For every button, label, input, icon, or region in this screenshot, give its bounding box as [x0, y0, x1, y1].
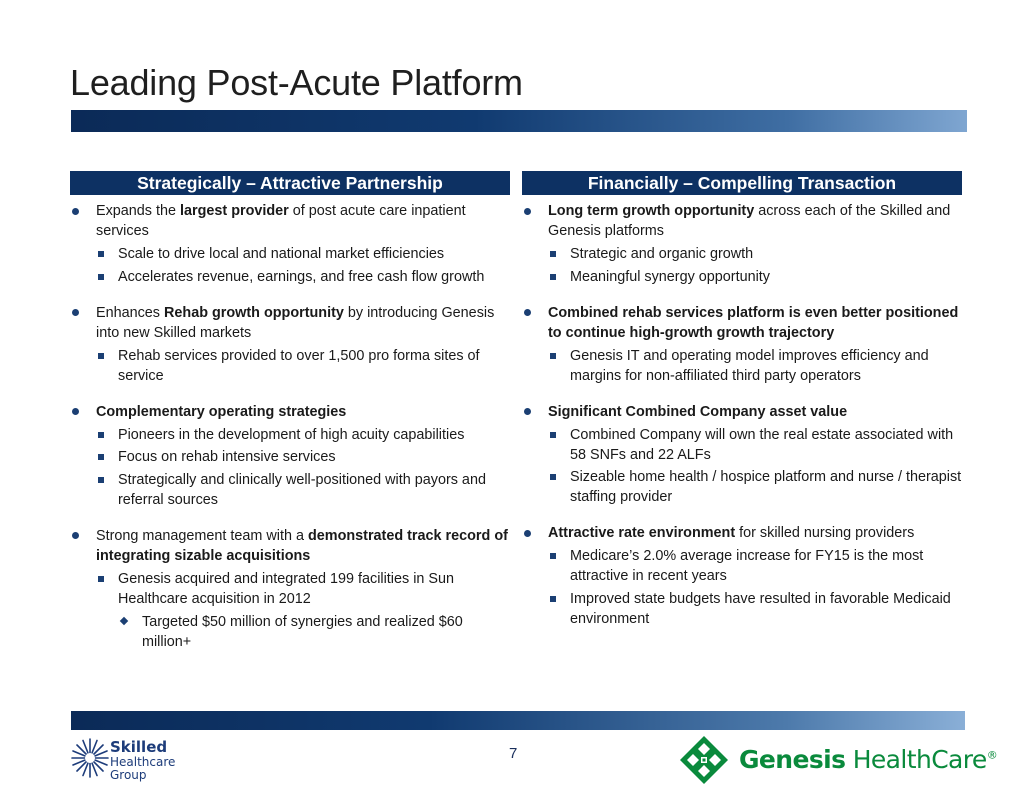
- skilled-logo-line2: Healthcare: [110, 755, 176, 769]
- sub-list-item: Meaningful synergy opportunity: [548, 267, 962, 287]
- bullet-emphasis: largest provider: [180, 203, 289, 219]
- sub-list: [96, 425, 510, 510]
- skilled-healthcare-logo: [70, 736, 180, 784]
- sub-list-item: Scale to drive local and national market efficiencies: [96, 244, 510, 264]
- bullet-emphasis: Significant Combined Company asset value: [548, 403, 848, 420]
- genesis-logo-text: [739, 745, 997, 774]
- bullet-text: for skilled nursing providers: [735, 525, 915, 541]
- sub-list: [548, 244, 962, 287]
- sub-list: [548, 346, 962, 386]
- skilled-logo-text: [110, 739, 175, 782]
- registered-mark: ®: [986, 748, 998, 762]
- right-bullet-list: [522, 201, 962, 629]
- sub-list-item: Genesis IT and operating model improves efficiency and margins for non-affiliated third party operators: [548, 346, 962, 386]
- list-item: [70, 201, 510, 287]
- bullet-text: across each of the Skilled and Genesis platforms: [548, 203, 951, 239]
- bullet-text: Expands the: [96, 203, 181, 219]
- list-item: [70, 303, 510, 386]
- sub-list-text: Genesis acquired and integrated 199 facilities in Sun Healthcare acquisition in 2012: [118, 570, 454, 607]
- bullet-emphasis: demonstrated track record of integrating sizable acquisitions: [96, 527, 508, 564]
- sub-list: [96, 569, 510, 652]
- sub-sub-list: [118, 612, 510, 652]
- sub-list-item: Focus on rehab intensive services: [96, 447, 510, 467]
- bullet-text: of post acute care inpatient services: [96, 203, 466, 239]
- left-column: [70, 171, 510, 668]
- genesis-logo-rest: HealthCare: [845, 745, 987, 774]
- bullet-text: by introducing Genesis into new Skilled markets: [96, 304, 495, 341]
- list-item: [70, 402, 510, 510]
- slide-title: Leading Post-Acute Platform: [70, 62, 523, 103]
- sub-list-item: [96, 569, 510, 652]
- sub-list-item: Combined Company will own the real estate associated with 58 SNFs and 22 ALFs: [548, 425, 962, 465]
- sub-list-item: Strategic and organic growth: [548, 244, 962, 264]
- right-column: [522, 171, 962, 645]
- sub-list-item: Rehab services provided to over 1,500 pro forma sites of service: [96, 346, 510, 386]
- sunburst-icon: [70, 736, 110, 780]
- genesis-healthcare-logo: [679, 735, 998, 785]
- list-item: [522, 402, 962, 508]
- list-item: [522, 303, 962, 386]
- bullet-emphasis: Long term growth opportunity: [548, 203, 755, 219]
- page-number: 7: [509, 745, 518, 762]
- skilled-logo-line3: Group: [110, 768, 147, 782]
- sub-list: [548, 546, 962, 629]
- bullet-emphasis: Complementary operating strategies: [96, 403, 347, 420]
- sub-list: [96, 244, 510, 287]
- sub-list-item: Sizeable home health / hospice platform and nurse / therapist staffing provider: [548, 467, 962, 507]
- bullet-text: Enhances: [96, 304, 165, 321]
- genesis-logo-bold: Genesis: [739, 745, 846, 774]
- bullet-emphasis: Combined rehab services platform is even better positioned to continue high-growth growth trajectory: [548, 304, 959, 341]
- right-column-header: Financially – Compelling Transaction: [522, 171, 962, 195]
- bullet-emphasis: Rehab growth opportunity: [164, 304, 344, 321]
- list-item: [522, 201, 962, 287]
- title-divider-bar: [71, 110, 967, 132]
- left-bullet-list: [70, 201, 510, 652]
- bullet-text: Strong management team with a: [96, 527, 308, 544]
- sub-list-item: Improved state budgets have resulted in favorable Medicaid environment: [548, 589, 962, 629]
- list-item: [522, 523, 962, 629]
- sub-list-item: Pioneers in the development of high acuity capabilities: [96, 425, 510, 445]
- sub-list-item: Medicare’s 2.0% average increase for FY15 is the most attractive in recent years: [548, 546, 962, 586]
- sub-list: [548, 425, 962, 508]
- sub-list: [96, 346, 510, 386]
- sub-list-item: Strategically and clinically well-positioned with payors and referral sources: [96, 470, 510, 510]
- skilled-logo-line1: Skilled: [110, 738, 168, 756]
- sub-sub-list-item: Targeted $50 million of synergies and realized $60 million+: [118, 612, 510, 652]
- sub-list-item: Accelerates revenue, earnings, and free cash flow growth: [96, 267, 510, 287]
- quilt-diamond-icon: [679, 735, 729, 785]
- left-column-header: Strategically – Attractive Partnership: [70, 171, 510, 195]
- list-item: [70, 526, 510, 652]
- footer-divider-bar: [71, 711, 965, 730]
- bullet-emphasis: Attractive rate environment: [548, 525, 736, 541]
